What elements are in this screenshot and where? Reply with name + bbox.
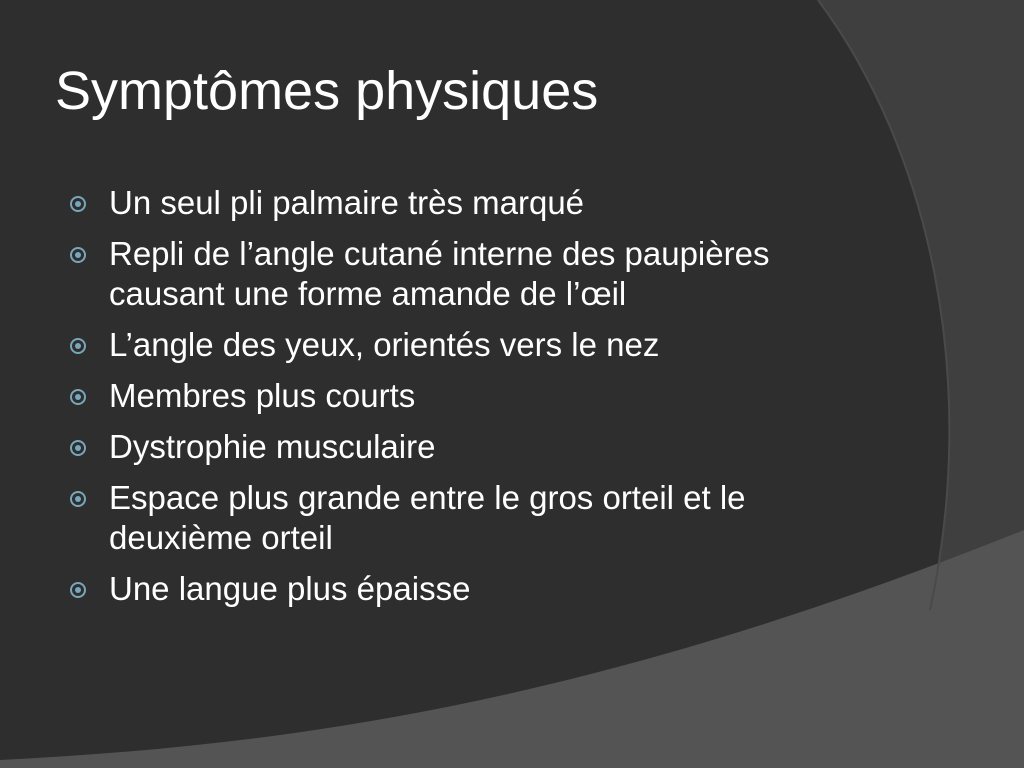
- bullet-text: Dystrophie musculaire: [109, 428, 436, 465]
- circle-target-icon: [70, 196, 86, 212]
- bullet-text: Espace plus grande entre le gros orteil et le deuxième orteil: [109, 479, 746, 556]
- bullet-item: [64, 325, 854, 365]
- circle-target-icon: [70, 247, 86, 263]
- bullet-text: Une langue plus épaisse: [109, 570, 471, 607]
- circle-target-icon: [70, 440, 86, 456]
- bullet-item: [64, 478, 854, 558]
- bullet-list: [64, 183, 854, 620]
- bullet-item: [64, 569, 854, 609]
- circle-target-icon: [70, 582, 86, 598]
- bullet-item: [64, 183, 854, 223]
- bullet-item: [64, 234, 854, 314]
- bullet-text: Repli de l’angle cutané interne des paupières causant une forme amande de l’œil: [109, 235, 770, 312]
- slide-title: Symptômes physiques: [55, 61, 599, 121]
- circle-target-icon: [70, 389, 86, 405]
- circle-target-icon: [70, 491, 86, 507]
- bullet-text: L’angle des yeux, orientés vers le nez: [109, 326, 660, 363]
- bullet-text: Un seul pli palmaire très marqué: [109, 184, 585, 221]
- bullet-item: [64, 427, 854, 467]
- circle-target-icon: [70, 338, 86, 354]
- bullet-item: [64, 376, 854, 416]
- bullet-text: Membres plus courts: [109, 377, 416, 414]
